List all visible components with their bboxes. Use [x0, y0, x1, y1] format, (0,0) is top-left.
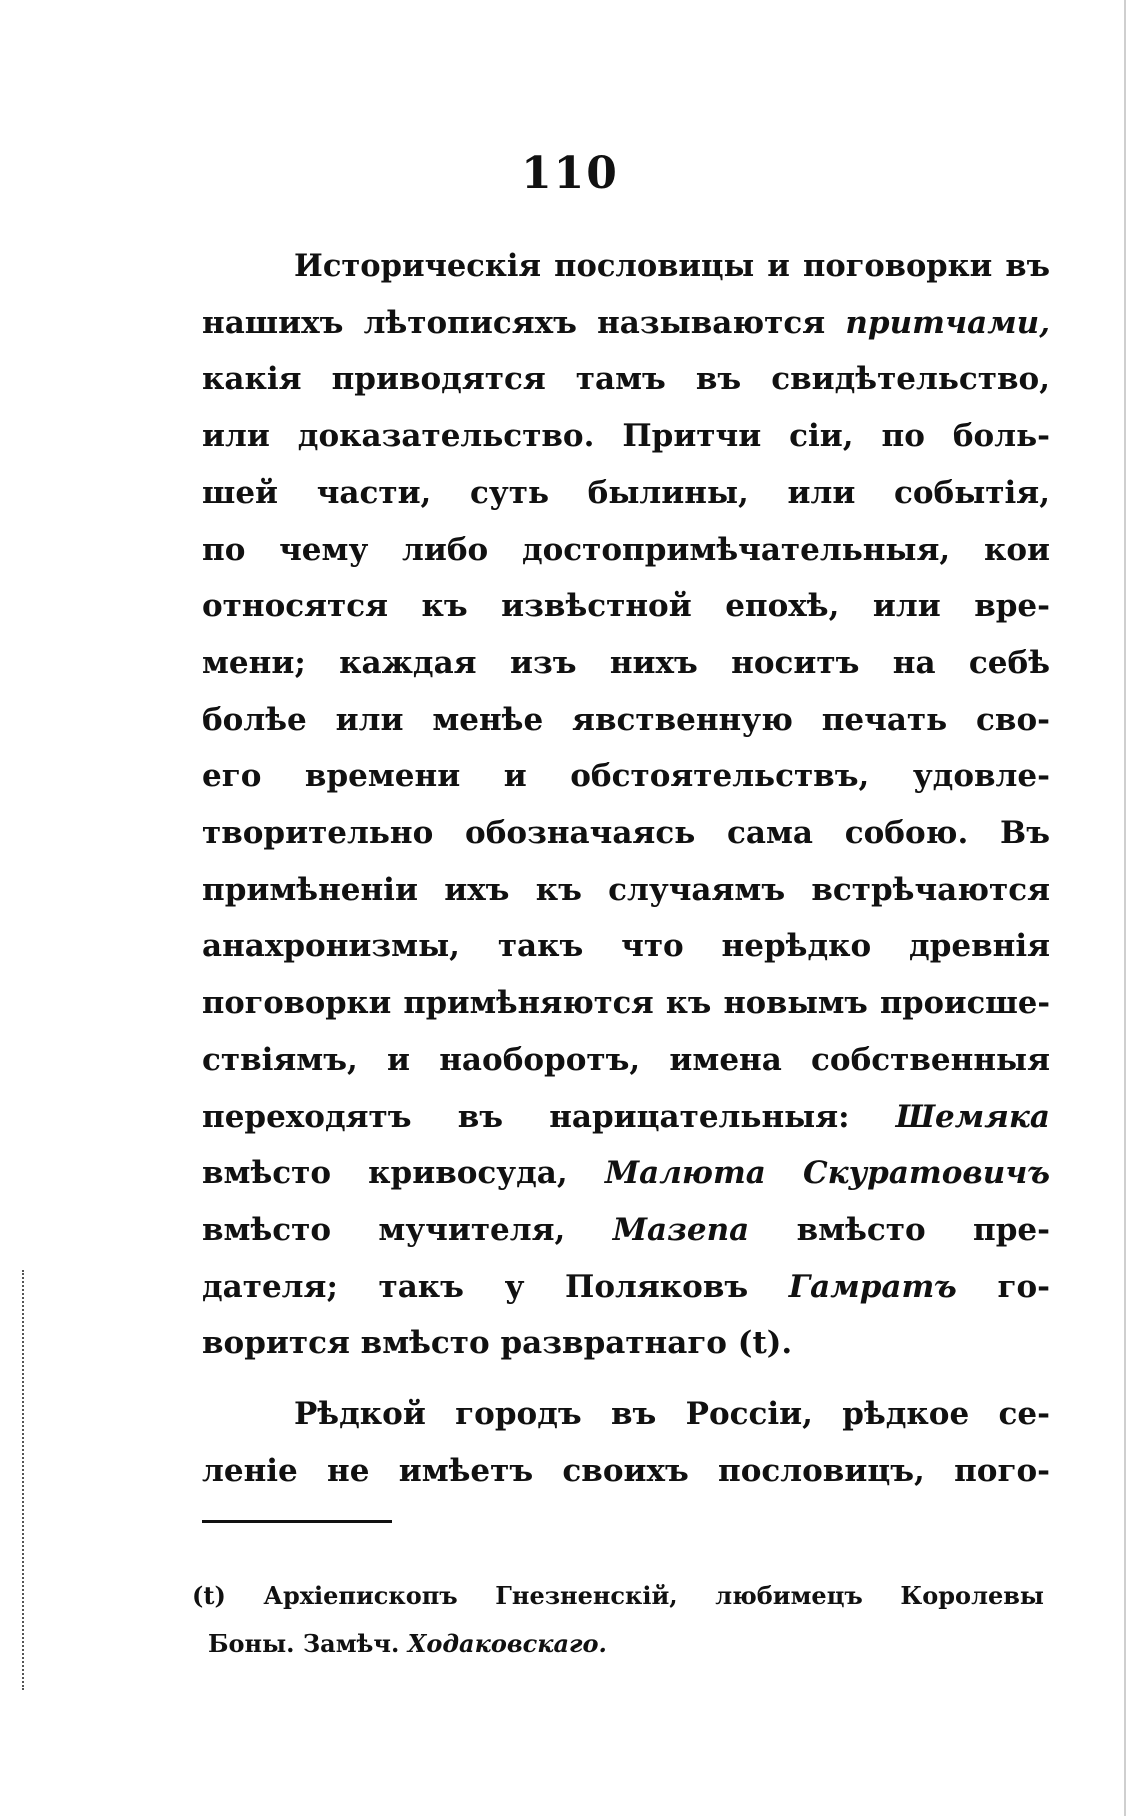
text-line: относятся къ извѣстной епохѣ, или вре- [202, 588, 1050, 625]
footnote-divider [202, 1520, 392, 1523]
text-line [202, 1089, 1050, 1146]
text-line: шей части, суть былины, или событія, [202, 474, 1050, 511]
text-line [202, 1145, 1050, 1202]
text-line: Историческія пословицы и поговорки въ [294, 248, 1050, 284]
italic-term: притчами, [845, 304, 1050, 341]
page-edge-divider [1124, 0, 1126, 1816]
text-line: или доказательство. Притчи сіи, по боль- [202, 418, 1050, 455]
text-line: ствіямъ, и наоборотъ, имена собственныя [202, 1041, 1050, 1078]
footnote-line [192, 1620, 1044, 1668]
text-line: ворится вмѣсто развратнаго (t). [202, 1325, 793, 1362]
text-fragment: переходятъ въ нарицательныя: [202, 1098, 896, 1135]
text-fragment: дателя; такъ у Поляковъ [202, 1268, 789, 1305]
text-line: какія приводятся тамъ въ свидѣтельство, [202, 361, 1050, 398]
page-number: 110 [521, 148, 619, 199]
main-text [202, 238, 1050, 1499]
text-line: леніе не имѣетъ своихъ пословицъ, пого- [202, 1452, 1050, 1489]
text-fragment: вмѣсто мучителя, [202, 1211, 613, 1248]
paragraph-gap [202, 1372, 1050, 1386]
italic-term: Мазепа [612, 1211, 750, 1248]
text-line [202, 1259, 1050, 1316]
text-line: его времени и обстоятельствъ, удовле- [202, 758, 1050, 795]
text-fragment: вмѣсто пре- [749, 1211, 1050, 1248]
footnote-author: Ходаковскаго. [407, 1629, 607, 1658]
text-fragment: нашихъ лѣтописяхъ называются [202, 304, 846, 341]
italic-term: Малюта Скуратовичъ [604, 1155, 1050, 1192]
footnote [192, 1572, 1044, 1668]
text-line [202, 295, 1050, 352]
text-line [202, 1202, 1050, 1259]
footnote-line: (t) Архіепископъ Гнезненскій, любимецъ Королевы [192, 1581, 1044, 1610]
text-line: творительно обозначаясь сама собою. Въ [202, 815, 1050, 852]
text-line: Рѣдкой городъ въ Россіи, рѣдкое се- [294, 1396, 1050, 1433]
text-line: болѣе или менѣе явственную печать сво- [202, 701, 1050, 738]
text-line: примѣненіи ихъ къ случаямъ встрѣчаются [202, 871, 1050, 908]
text-line: поговорки примѣняются къ новымъ происше- [202, 985, 1050, 1022]
binding-marks [22, 1270, 26, 1690]
text-line: по чему либо достопримѣчательныя, кои [202, 531, 1050, 568]
italic-term: Шемяка [895, 1098, 1050, 1135]
italic-term: Гамратъ [788, 1268, 957, 1305]
text-line: мени; каждая изъ нихъ носитъ на себѣ [202, 644, 1050, 681]
text-fragment: вмѣсто кривосуда, [202, 1155, 605, 1192]
text-line: анахронизмы, такъ что нерѣдко древнія [202, 928, 1050, 965]
footnote-fragment: Боны. Замѣч. [208, 1629, 408, 1658]
text-fragment: го- [956, 1268, 1051, 1305]
